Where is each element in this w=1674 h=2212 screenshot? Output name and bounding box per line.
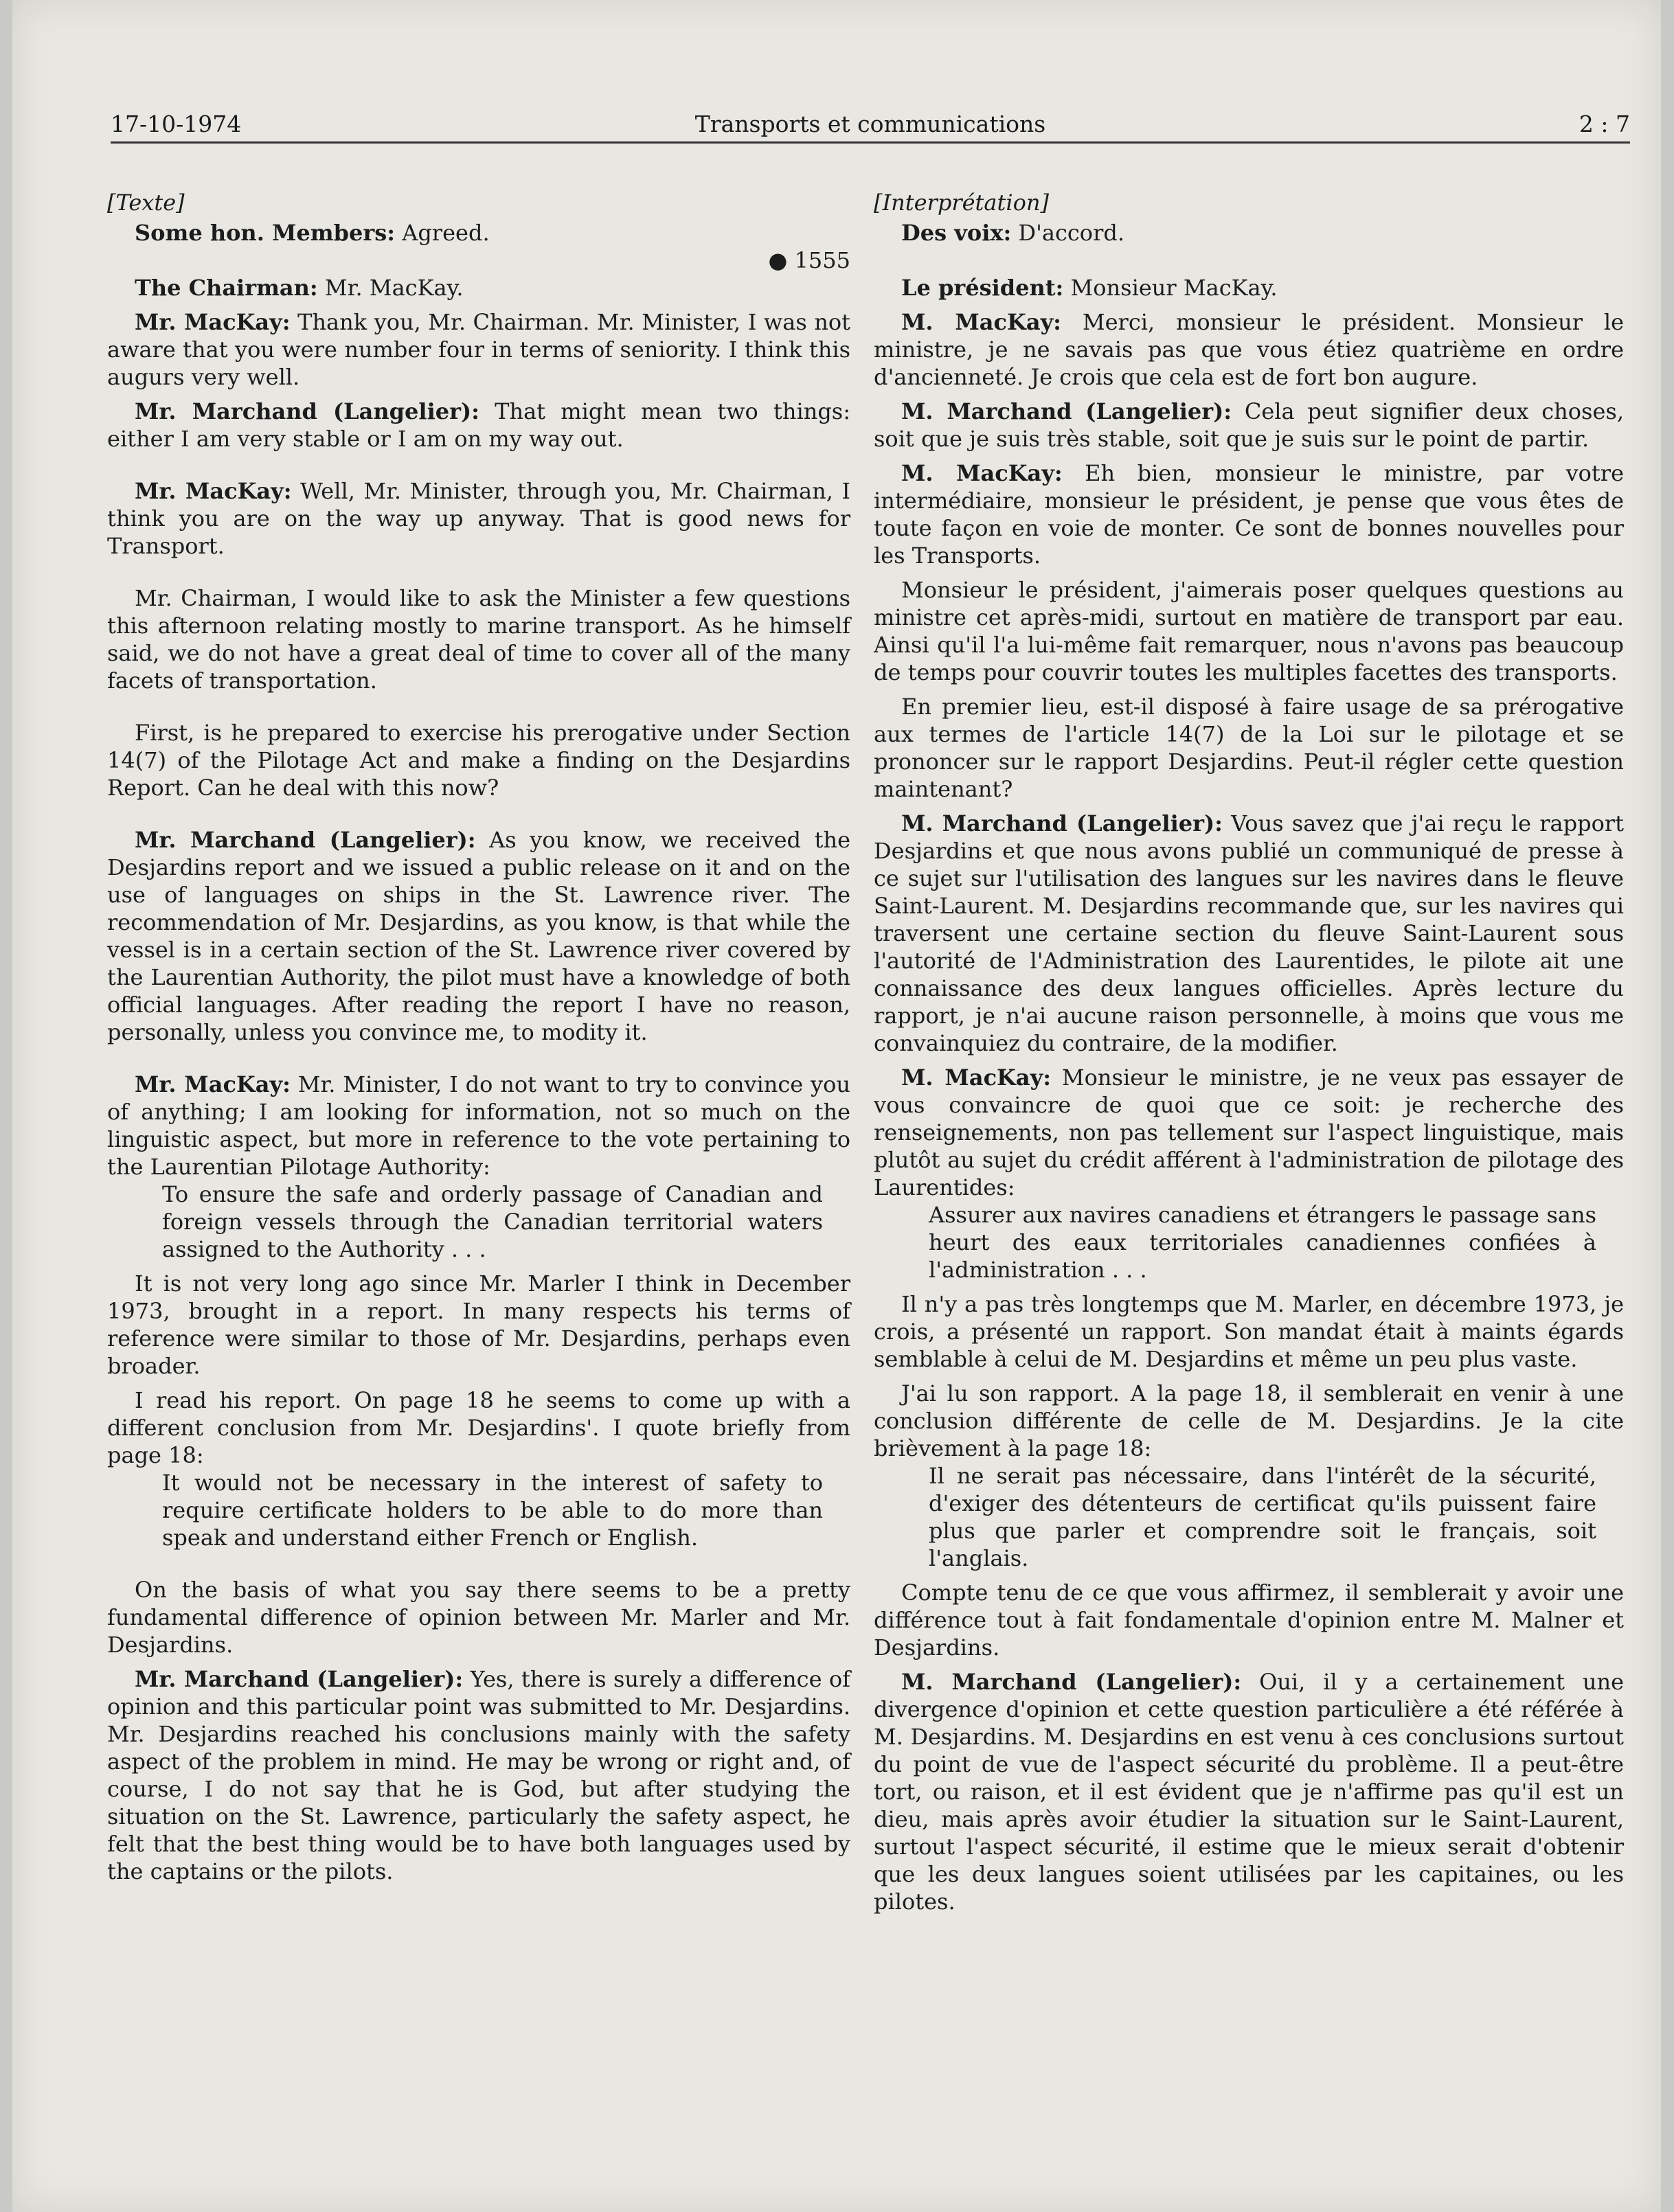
speaker: Mr. MacKay:: [135, 478, 292, 504]
running-header: [111, 109, 1630, 144]
paragraph: First, is he prepared to exercise his prerogative under Section 14(7) of the Pilotage Act and make a finding on the Desjardins Report. Can he deal with this now?: [107, 720, 850, 801]
speaker: Mr. MacKay:: [135, 309, 291, 335]
speaker: Des voix:: [901, 220, 1012, 246]
speaker: The Chairman:: [135, 275, 318, 301]
header-title: Transports et communications: [694, 111, 1046, 137]
speech: Agreed.: [395, 220, 490, 246]
speaker: M. MacKay:: [901, 309, 1061, 335]
speech: That might mean two things: either I am very stable or I am on my way out.: [107, 398, 851, 452]
english-column: [107, 189, 850, 1885]
paragraph: Compte tenu de ce que vous affirmez, il semblerait y avoir une différence tout à fait fondamentale d'opinion entre M. Malner et Desjardins.: [874, 1580, 1624, 1661]
paragraph: [107, 826, 850, 1046]
paragraph: I read his report. On page 18 he seems to come up with a different conclusion from Mr. Desjardins'. I quote briefly from page 18:: [107, 1387, 850, 1468]
paragraph: [107, 1665, 850, 1885]
paragraph: It is not very long ago since Mr. Marler I think in December 1973, brought in a report. In many respects his terms of reference were similar to those of Mr. Desjardins, perhaps even broader.: [107, 1270, 850, 1379]
header-page-number: 2 : 7: [1579, 111, 1630, 137]
french-column: [874, 189, 1624, 1915]
speaker: M. MacKay:: [901, 460, 1063, 486]
column-label: [Interprétation]: [874, 190, 1049, 216]
paragraph: Monsieur le président, j'aimerais poser quelques questions au ministre cet après-midi, surtout en matière de transport par eau. Ainsi qu'il l'a lui-même fait remarquer, nous n'avons pas beaucoup de temps pour couvrir toutes les multiples facettes des transports.: [874, 577, 1624, 685]
speaker: M. Marchand (Langelier):: [901, 1669, 1242, 1695]
paragraph: [874, 219, 1624, 247]
paragraph: [107, 219, 850, 247]
paragraph: [107, 398, 850, 453]
speech: Vous savez que j'ai reçu le rapport Desjardins et que nous avons publié un communiqué de presse à ce sujet sur l'utilisation des langues sur les navires dans le fleuve Saint-Laurent. M. Desjardins recommande que, sur les navires qui traversent une certaine section du fleuve Saint-Laurent sous l'autorité de l'Administration des Laurentides, le pilote ait une connaissance des deux langues officielles. Après lecture du rapport, je n'ai aucune raison personnelle, à moins que vous me convainquiez du contraire, de la modifier.: [874, 810, 1625, 1056]
block-quote: Assurer aux navires canadiens et étrangers le passage sans heurt des eaux territoriales canadiennes confiées à l'administration . . .: [929, 1202, 1596, 1283]
paragraph: Mr. Chairman, I would like to ask the Minister a few questions this afternoon relating mostly to marine transport. As he himself said, we do not have a great deal of time to cover all of the many facets of transportation.: [107, 585, 850, 694]
speech: Cela peut signifier deux choses, soit que je suis très stable, soit que je suis sur le point de partir.: [874, 398, 1625, 452]
speech: Thank you, Mr. Chairman. Mr. Minister, I was not aware that you were number four in terms of seniority. I think this augurs very well.: [107, 309, 851, 390]
speech: Well, Mr. Minister, through you, Mr. Chairman, I think you are on the way up anyway. That is good news for Transport.: [107, 478, 851, 559]
speaker: Mr. MacKay:: [135, 1071, 291, 1097]
paragraph: [874, 308, 1624, 391]
speech: Oui, il y a certainement une divergence d'opinion et cette question particulière a été référée à M. Desjardins. M. Desjardins en est venu à ces conclusions surtout du point de vue de l'aspect sécurité du problème. Il a peut-être tort, ou raison, et il est évident que je n'affirme pas qu'il est un dieu, mais après avoir étudier la situation sur le Saint-Laurent, surtout l'aspect sécurité, il estime que le mieux serait d'obtenir que les deux langues soient utilisées par les capitaines, ou les pilotes.: [874, 1669, 1625, 1915]
paragraph: [874, 810, 1624, 1057]
speaker: Some hon. Members:: [135, 220, 396, 246]
paragraph: [874, 459, 1624, 569]
speaker: Mr. Marchand (Langelier):: [135, 1666, 464, 1692]
speech: Mr. MacKay.: [317, 275, 464, 301]
paragraph: [874, 1064, 1624, 1201]
paragraph: [874, 1668, 1624, 1915]
speaker: Mr. Marchand (Langelier):: [135, 827, 476, 853]
time-marker: ● 1555: [768, 247, 850, 273]
speech: As you know, we received the Desjardins report and we issued a public release on it and on the use of languages on ships in the St. Lawrence river. The recommendation of Mr. Desjardins, as you know, is that while the vessel is in a certain section of the St. Lawrence river covered by the Laurentian Authority, the pilot must have a knowledge of both official languages. After reading the report I have no reason, personally, unless you convince me, to modity it.: [107, 827, 850, 1045]
paragraph: [874, 274, 1624, 301]
block-quote: It would not be necessary in the interest of safety to require certificate holders to be able to do more than speak and understand either French or English.: [162, 1470, 823, 1551]
speaker: M. MacKay:: [901, 1064, 1052, 1091]
column-label: [Texte]: [107, 190, 185, 216]
paragraph: [874, 398, 1624, 453]
paragraph: [107, 308, 850, 391]
speaker: Le président:: [901, 275, 1064, 301]
speech: Monsieur MacKay.: [1063, 275, 1278, 301]
speech: D'accord.: [1011, 220, 1125, 246]
paragraph: [107, 477, 850, 560]
speaker: M. Marchand (Langelier):: [901, 810, 1223, 836]
paragraph: On the basis of what you say there seems to be a pretty fundamental difference of opinion between Mr. Marler and Mr. Desjardins.: [107, 1577, 850, 1658]
paragraph: En premier lieu, est-il disposé à faire usage de sa prérogative aux termes de l'article 14(7) de la Loi sur le pilotage et se prononcer sur le rapport Desjardins. Peut-il régler cette question maintenant?: [874, 694, 1624, 802]
speech: Monsieur le ministre, je ne veux pas essayer de vous convaincre de quoi que ce soit: je recherche des renseignements, non pas tellement sur l'aspect linguistique, mais plutôt au sujet du crédit afférent à l'administration de pilotage des Laurentides:: [874, 1064, 1625, 1200]
paragraph: Il n'y a pas très longtemps que M. Marler, en décembre 1973, je crois, a présenté un rapport. Son mandat était à maints égards semblable à celui de M. Desjardins et même un peu plus vaste.: [874, 1291, 1624, 1372]
block-quote: To ensure the safe and orderly passage of Canadian and foreign vessels through the Canadian territorial waters assigned to the Authority . . .: [162, 1181, 823, 1262]
speech: Mr. Minister, I do not want to try to convince you of anything; I am looking for information, not so much on the linguistic aspect, but more in reference to the vote pertaining to the Laurentian Pilotage Authority:: [107, 1071, 851, 1180]
speaker: Mr. Marchand (Langelier):: [135, 398, 479, 424]
speech: Merci, monsieur le président. Monsieur le ministre, je ne savais pas que vous étiez quatrième en ordre d'ancienneté. Je crois que cela est de fort bon augure.: [874, 309, 1624, 390]
document-page: [12, 0, 1661, 2212]
paragraph: [107, 1071, 850, 1181]
paragraph: J'ai lu son rapport. A la page 18, il semblerait en venir à une conclusion différente de celle de M. Desjardins. Je la cite brièvement à la page 18:: [874, 1380, 1624, 1461]
paragraph: [107, 274, 850, 301]
speaker: M. Marchand (Langelier):: [901, 398, 1232, 424]
speech: Yes, there is surely a difference of opinion and this particular point was submitted to Mr. Desjardins. Mr. Desjardins reached his conclusions mainly with the safety aspect of the problem in mind. He may be wrong or right and, of course, I do not say that he is God, but after studying the situation on the St. Lawrence, particularly the safety aspect, he felt that the best thing would be to have both languages used by the captains or the pilots.: [107, 1666, 851, 1884]
speech: Eh bien, monsieur le ministre, par votre intermédiaire, monsieur le président, je pense que vous êtes de toute façon en voie de monter. Ce sont de bonnes nouvelles pour les Transports.: [874, 460, 1625, 569]
block-quote: Il ne serait pas nécessaire, dans l'intérêt de la sécurité, d'exiger des détenteurs de certificat qu'ils puissent faire plus que parler et comprendre soit le français, soit l'anglais.: [929, 1463, 1596, 1571]
header-date: 17-10-1974: [111, 111, 242, 137]
